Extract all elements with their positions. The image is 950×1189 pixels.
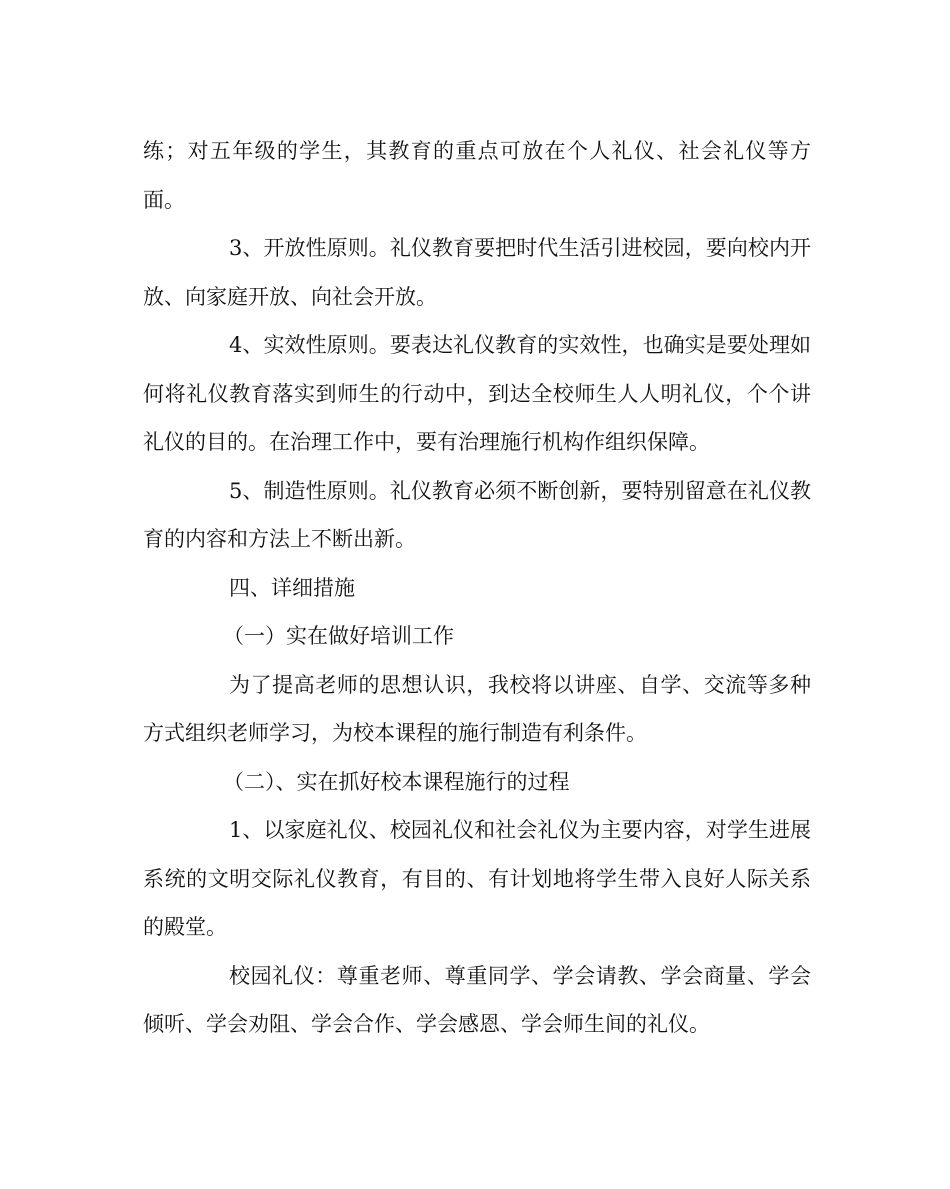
section-heading-measures: 四、详细措施: [229, 575, 355, 600]
subheading-training: （一）实在做好培训工作: [223, 624, 454, 648]
paragraph-training: 为了提高老师的思想认识，我校将以讲座、自学、交流等多种方式组织老师学习，为校本课程的施行制造有利条件。: [143, 672, 811, 745]
paragraph-continuation: 练；对五年级的学生，其教育的重点可放在个人礼仪、社会礼仪等方面。: [143, 139, 811, 212]
paragraph-principle-5: 5、制造性原则。礼仪教育必须不断创新，要特别留意在礼仪教育的内容和方法上不断出新。: [143, 478, 811, 551]
paragraph-principle-3: 3、开放性原则。礼仪教育要把时代生活引进校园，要向校内开放、向家庭开放、向社会开放。: [143, 236, 811, 309]
paragraph-implementation-1: 1、以家庭礼仪、校园礼仪和社会礼仪为主要内容，对学生进展系统的文明交际礼仪教育，有目的、有计划地将学生带入良好人际关系的殿堂。: [143, 818, 811, 939]
paragraph-principle-4: 4、实效性原则。要表达礼仪教育的实效性，也确实是要处理如何将礼仪教育落实到师生的行动中，到达全校师生人人明礼仪，个个讲礼仪的目的。在治理工作中，要有治理施行机构作组织保障。: [143, 333, 811, 454]
paragraph-campus-etiquette: 校园礼仪：尊重老师、尊重同学、学会请教、学会商量、学会倾听、学会劝阻、学会合作、学会感恩、学会师生间的礼仪。: [143, 963, 811, 1036]
document-body: [143, 127, 811, 1049]
subheading-implementation: （二）、实在抓好校本课程施行的过程: [223, 769, 570, 794]
